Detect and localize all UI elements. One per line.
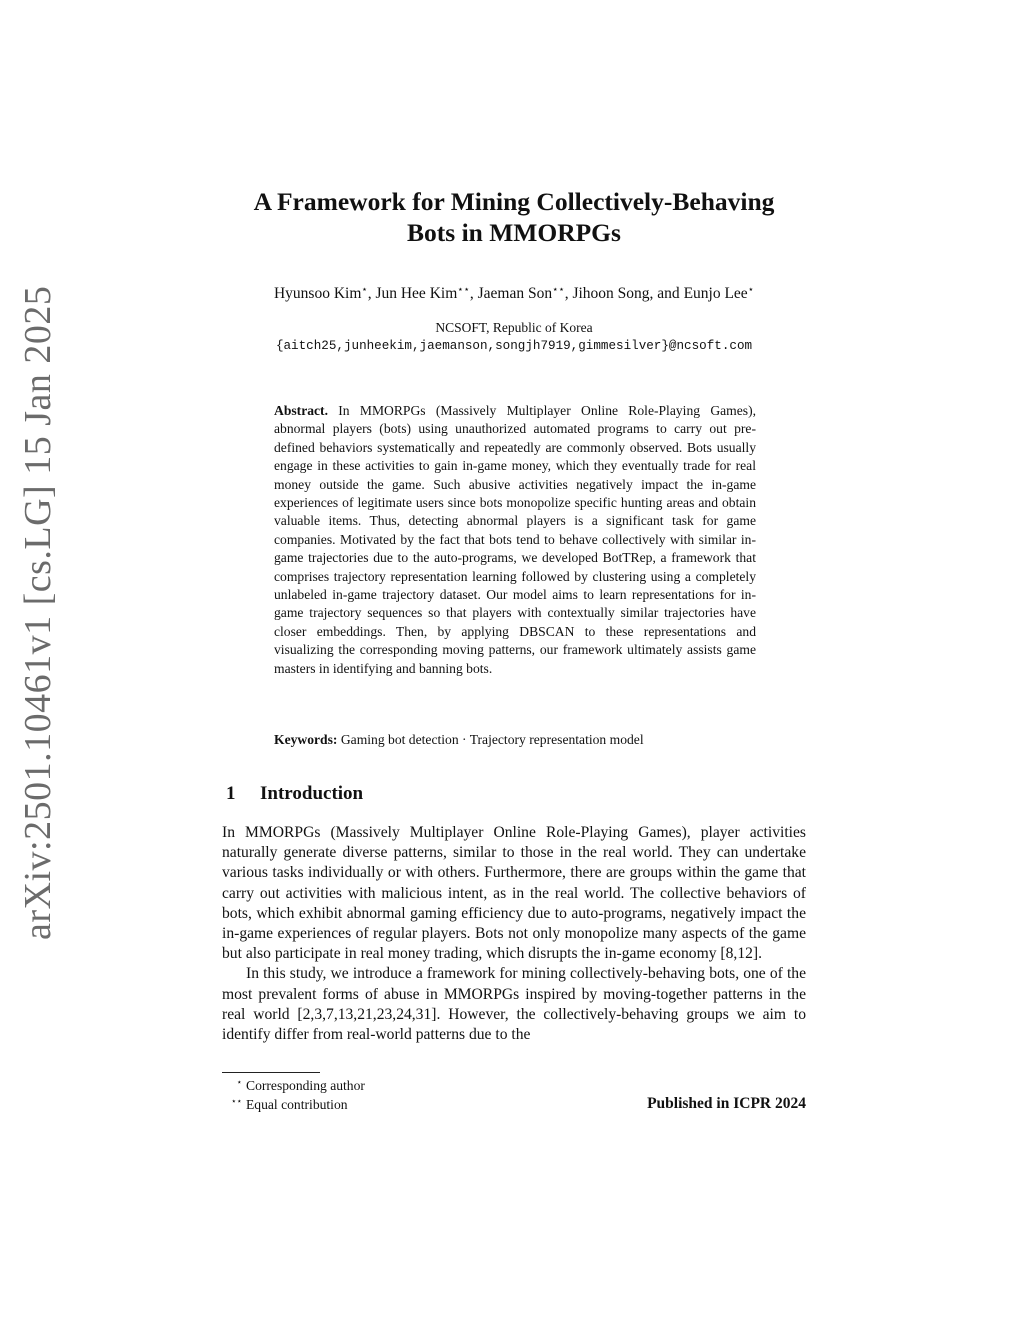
affiliation: NCSOFT, Republic of Korea [435, 320, 593, 335]
keywords-label: Keywords: [274, 732, 338, 747]
author-mark: ⋆ [747, 284, 755, 296]
footnotes [222, 1076, 365, 1114]
title-line-2: Bots in MMORPGs [407, 218, 621, 247]
email-addresses: {aitch25,junheekim,jaemanson,songjh7919,gimmesilver}@ncsoft.com [275, 339, 753, 353]
publication-note: Published in ICPR 2024 [647, 1095, 806, 1112]
author-mark: ⋆ [361, 284, 368, 296]
arxiv-identifier-stamp: arXiv:2501.10461v1 [cs.LG] 15 Jan 2025 [17, 285, 59, 940]
author-separator: , [564, 285, 573, 302]
author-name: Jun Hee Kim [375, 285, 458, 302]
abstract-label: Abstract. [274, 403, 328, 418]
introduction-body [222, 823, 806, 1045]
footnote: ⋆ Corresponding author [236, 1077, 365, 1093]
footnote-divider [222, 1072, 320, 1073]
affiliation-block [222, 318, 806, 356]
author-separator: , and [649, 285, 684, 302]
abstract [274, 402, 756, 678]
paragraph: In MMORPGs (Massively Multiplayer Online Role-Playing Games), player activities naturally generate diverse patterns, similar to those in the real world. They can undertake various tasks individually or with others. Furthermore, there are groups within the game that carry out activities with malicious intent, as in the real world. The collective behaviors of bots, which exhibit abnormal gaming efficiency due to auto-programs, negatively impact the in-game experiences of regular players. Bots not only monopolize many aspects of the game but also participate in real money trading, which disrupts the in-game economy [8,12]. [222, 824, 806, 963]
author-mark: ⋆⋆ [552, 284, 565, 296]
title-line-1: A Framework for Mining Collectively-Behaving [253, 187, 775, 216]
footnote: ⋆⋆ Equal contribution [230, 1096, 348, 1112]
section-title: Introduction [260, 783, 364, 804]
author-list [222, 284, 806, 304]
author-separator: , [469, 285, 478, 302]
keywords-text: Gaming bot detection · Trajectory representation model [340, 732, 644, 747]
section-heading-introduction [226, 782, 363, 806]
author-mark: ⋆⋆ [457, 284, 470, 296]
author-name: Jihoon Song [572, 285, 650, 302]
footnote-text: Corresponding author [246, 1078, 365, 1093]
abstract-text: In MMORPGs (Massively Multiplayer Online Role-Playing Games), abnormal players (bots) using unauthorized automated programs to carry out pre-defined behaviors systematically and repeatedly are commonly observed. Bots usually engage in these activities to gain in-game money, which they eventually trade for real money outside the game. Such abusive activities negatively impact the in-game experiences of legitimate users since bots monopolize specific hunting areas and obtain valuable items. Thus, detecting abnormal players is a significant task for game companies. Motivated by the fact that bots tend to behave collectively with similar in-game trajectories due to the auto-programs, we developed BotTRep, a framework that comprises trajectory representation learning followed by clustering using a completely unlabeled in-game trajectory dataset. Our model aims to learn representations for in-game trajectory sequences so that players with contextually similar trajectories have closer embeddings. Then, by applying DBSCAN to these representations and visualizing the corresponding moving patterns, our framework ultimately assists game masters in identifying and banning bots. [274, 403, 756, 676]
footnote-text: Equal contribution [246, 1097, 348, 1112]
paragraph: In this study, we introduce a framework for mining collectively-behaving bots, one of the most prevalent forms of abuse in MMORPGs inspired by moving-together patterns in the real world [2,3,7,13,21,23,24,31]. However, the collectively-behaving groups we aim to identify differ from real-world patterns due to the [222, 965, 806, 1044]
section-number: 1 [226, 783, 236, 804]
author-name: Hyunsoo Kim [273, 285, 362, 302]
author-name: Jaeman Son [477, 285, 553, 302]
author-separator: , [367, 285, 376, 302]
author-name: Eunjo Lee [683, 285, 748, 302]
paper-title [222, 186, 806, 248]
keywords [274, 731, 756, 749]
